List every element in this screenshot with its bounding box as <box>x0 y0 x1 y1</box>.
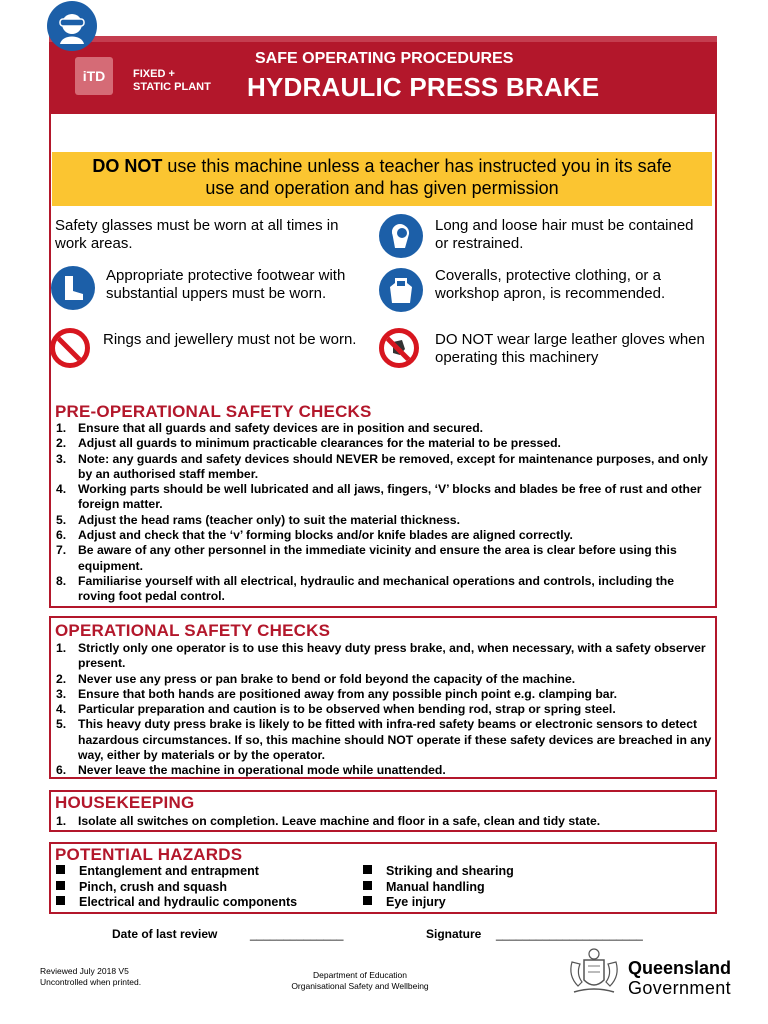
op-list <box>52 641 712 779</box>
hazard-item: Eye injury <box>363 895 514 911</box>
list-item: 8. Familiarise yourself with all electrical, hydraulic and mechanical operations and controls, including the roving foot pedal control. <box>56 573 674 604</box>
hazard-item: Striking and shearing <box>363 864 514 880</box>
header-subtitle: SAFE OPERATING PROCEDURES <box>255 50 514 67</box>
hazards-left-list <box>56 864 297 911</box>
warning-do-not: DO NOT <box>92 156 163 176</box>
list-item: 1. Isolate all switches on completion. Leave machine and floor in a safe, clean and tidy state. <box>56 814 601 828</box>
queensland-government-wordmark <box>628 958 731 998</box>
signature-line: ______________________ <box>496 927 643 941</box>
logo-caption-line1: FIXED + <box>133 68 175 80</box>
list-item: 2. Never use any press or pan brake to bend or fold beyond the capacity of the machine. <box>56 671 576 686</box>
uncontrolled-text: Uncontrolled when printed. <box>40 977 142 987</box>
hazards-title: POTENTIAL HAZARDS <box>55 845 243 864</box>
itd-logo-text: iTD <box>82 68 106 84</box>
list-item: 5. Adjust the head rams (teacher only) to suit the material thickness. <box>56 512 460 527</box>
reviewed-text: Reviewed July 2018 V5 <box>40 966 129 976</box>
permission-warning <box>52 152 712 206</box>
warning-line1 <box>52 155 712 177</box>
hazards-right-list <box>363 864 514 911</box>
warning-line1-text: use this machine unless a teacher has instructed you in its safe <box>162 156 672 176</box>
list-item: 3. Ensure that both hands are positioned away from any possible pinch point e.g. clamping bar. <box>56 686 618 701</box>
header-stripe <box>49 36 717 42</box>
department-text: Department of Education <box>312 970 408 980</box>
hazard-item: Electrical and hydraulic components <box>56 895 297 911</box>
list-item: 4. Working parts should be well lubricated and all jaws, fingers, ‘V’ blocks and blades be free of rust and other foreign matter. <box>56 482 702 512</box>
government-word: Government <box>628 978 732 998</box>
division-text: Organisational Safety and Wellbeing <box>291 981 429 991</box>
ppe-gloves-text: DO NOT wear large leather gloves when operating this machinery <box>435 331 705 366</box>
apron-icon <box>379 268 423 312</box>
department-note <box>270 970 450 992</box>
list-item: 3. Note: any guards and safety devices should NEVER be removed, except for maintenance purposes, and only by an authorised staff member. <box>56 451 708 481</box>
queensland-crest-icon <box>566 946 622 1000</box>
list-item: 4. Particular preparation and caution is to be observed when bending rod, strap or spring steel. <box>56 702 616 717</box>
ppe-glasses-text: Safety glasses must be worn at all times in work areas. <box>55 217 339 252</box>
list-item: 1. Strictly only one operator is to use this heavy duty press brake, and, when necessary, with a safety observer present. <box>56 641 706 671</box>
list-item: 5. This heavy duty press brake is likely to be fitted with infra-red safety beams or electronic sensors to detect hazardous circumstances. If so, this machine should NOT operate if these safety devices are breached in any way, either by materials or by the operator. <box>56 717 712 763</box>
no-jewellery-icon <box>50 328 90 368</box>
list-item: 6. Adjust and check that the ‘v’ forming blocks and/or knife blades are aligned correctly. <box>56 528 573 543</box>
hazard-item: Manual handling <box>363 880 514 896</box>
pre-op-title: PRE-OPERATIONAL SAFETY CHECKS <box>55 402 372 421</box>
qld-word: Queensland <box>628 958 732 978</box>
ppe-rings-text: Rings and jewellery must not be worn. <box>103 331 357 348</box>
signature-label: Signature <box>426 927 482 941</box>
logo-caption <box>133 68 211 94</box>
safety-glasses-icon <box>47 1 97 51</box>
list-item: 6. Never leave the machine in operational mode while unattended. <box>56 763 446 778</box>
safety-boots-icon <box>51 266 95 310</box>
hair-restraint-icon <box>379 214 423 258</box>
hazard-item: Pinch, crush and squash <box>56 880 297 896</box>
list-item: 2. Adjust all guards to minimum practicable clearances for the material to be pressed. <box>56 436 561 451</box>
warning-line2: use and operation and has given permission <box>205 178 559 198</box>
pre-op-list <box>52 421 712 605</box>
hazard-item: Entanglement and entrapment <box>56 864 297 880</box>
housekeeping-title: HOUSEKEEPING <box>55 793 195 812</box>
op-title: OPERATIONAL SAFETY CHECKS <box>55 621 331 640</box>
page-title: HYDRAULIC PRESS BRAKE <box>247 72 600 102</box>
review-date-label: Date of last review <box>112 927 218 941</box>
list-item: 1. Ensure that all guards and safety devices are in position and secured. <box>56 421 484 435</box>
ppe-hair-text: Long and loose hair must be contained or restrained. <box>435 217 694 252</box>
no-gloves-icon <box>379 328 419 368</box>
ppe-coveralls-text: Coveralls, protective clothing, or a workshop apron, is recommended. <box>435 267 666 302</box>
review-date-line: ______________ <box>250 927 344 941</box>
header-banner <box>49 36 717 114</box>
list-item: 7. Be aware of any other personnel in the immediate vicinity and ensure the area is clear before using this equipment. <box>56 543 677 573</box>
itd-logo <box>75 57 113 95</box>
logo-caption-line2: STATIC PLANT <box>133 81 211 93</box>
housekeeping-list <box>52 814 712 829</box>
version-note <box>40 966 141 988</box>
ppe-footwear-text: Appropriate protective footwear with substantial uppers must be worn. <box>106 267 346 302</box>
